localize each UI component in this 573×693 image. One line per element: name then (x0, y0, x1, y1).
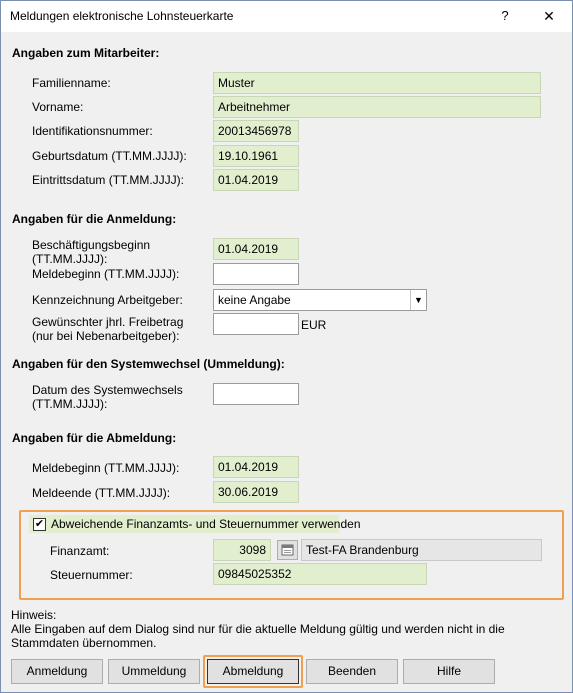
system-change-date-label (32, 383, 183, 411)
allowance-label-line2: (nur bei Nebenarbeitgeber): (32, 329, 180, 343)
note-line2: Stammdaten übernommen. (11, 636, 157, 650)
calendar-lookup-icon[interactable] (277, 540, 298, 560)
employer-type-value: keine Angabe (218, 293, 291, 307)
help-icon[interactable]: ? (501, 8, 509, 23)
allowance-label-line1: Gewünschter jhrl. Freibetrag (32, 315, 184, 329)
section-heading-registration: Angaben für die Anmeldung: (12, 212, 177, 226)
birthdate-label: Geburtsdatum (TT.MM.JJJJ): (32, 149, 187, 163)
lastname-field[interactable]: Muster (213, 72, 541, 94)
employment-start-label-line2: (TT.MM.JJJJ): (32, 252, 108, 266)
system-change-date-label-line2: (TT.MM.JJJJ): (32, 397, 108, 411)
birthdate-field[interactable]: 19.10.1961 (213, 145, 299, 167)
entrydate-field[interactable]: 01.04.2019 (213, 169, 299, 191)
system-change-date-label-line1: Datum des Systemwechsels (32, 383, 183, 397)
employment-start-label (32, 238, 150, 266)
title-bar (1, 1, 572, 32)
tax-office-checkbox[interactable]: ✔ (34, 518, 45, 530)
allowance-label (32, 315, 183, 343)
lookup-icon-glyph (278, 541, 297, 559)
chevron-down-icon[interactable]: ▼ (410, 290, 426, 310)
employer-type-label: Kennzeichnung Arbeitgeber: (32, 293, 183, 307)
dereg-end-field[interactable]: 30.06.2019 (213, 481, 299, 503)
deregister-button[interactable]: Abmeldung (207, 659, 299, 684)
dereg-end-label: Meldeende (TT.MM.JJJJ): (32, 486, 171, 500)
finish-button[interactable]: Beenden (306, 659, 398, 684)
firstname-label: Vorname: (32, 100, 84, 114)
section-heading-system-change: Angaben für den Systemwechsel (Ummeldung): (12, 357, 285, 371)
help-button[interactable]: Hilfe (403, 659, 495, 684)
report-start-input[interactable] (213, 263, 299, 285)
employer-type-select[interactable] (213, 289, 427, 311)
tax-number-field[interactable]: 09845025352 (213, 563, 427, 585)
tax-office-name-field: Test-FA Brandenburg (301, 539, 542, 561)
report-start-label: Meldebeginn (TT.MM.JJJJ): (32, 267, 180, 281)
section-heading-deregistration: Angaben für die Abmeldung: (12, 431, 177, 445)
firstname-field[interactable]: Arbeitnehmer (213, 96, 541, 118)
entrydate-label: Eintrittsdatum (TT.MM.JJJJ): (32, 173, 185, 187)
allowance-input[interactable] (213, 313, 299, 335)
idnr-label: Identifikationsnummer: (32, 124, 153, 138)
note-title: Hinweis: (11, 608, 57, 622)
idnr-field[interactable]: 20013456978 (213, 120, 299, 142)
tax-office-label: Finanzamt: (50, 544, 110, 558)
tax-office-number-field[interactable]: 3098 (213, 539, 271, 561)
section-heading-employee: Angaben zum Mitarbeiter: (12, 46, 160, 60)
tax-number-label: Steuernummer: (50, 568, 133, 582)
reregister-button[interactable]: Ummeldung (108, 659, 200, 684)
employment-start-label-line1: Beschäftigungsbeginn (32, 238, 151, 252)
dereg-start-label: Meldebeginn (TT.MM.JJJJ): (32, 461, 180, 475)
window-title: Meldungen elektronische Lohnsteuerkarte (10, 9, 234, 23)
employment-start-field[interactable]: 01.04.2019 (213, 238, 299, 260)
note-line1: Alle Eingaben auf dem Dialog sind nur für die aktuelle Meldung gültig und werden nicht in die (11, 622, 505, 636)
lastname-label: Familienname: (32, 76, 111, 90)
tax-office-checkbox-label: Abweichende Finanzamts- und Steuernummer verwenden (51, 517, 361, 531)
system-change-date-input[interactable] (213, 383, 299, 405)
dereg-start-field[interactable]: 01.04.2019 (213, 456, 299, 478)
allowance-unit: EUR (301, 318, 327, 332)
register-button[interactable]: Anmeldung (11, 659, 103, 684)
close-icon[interactable]: ✕ (543, 8, 555, 24)
